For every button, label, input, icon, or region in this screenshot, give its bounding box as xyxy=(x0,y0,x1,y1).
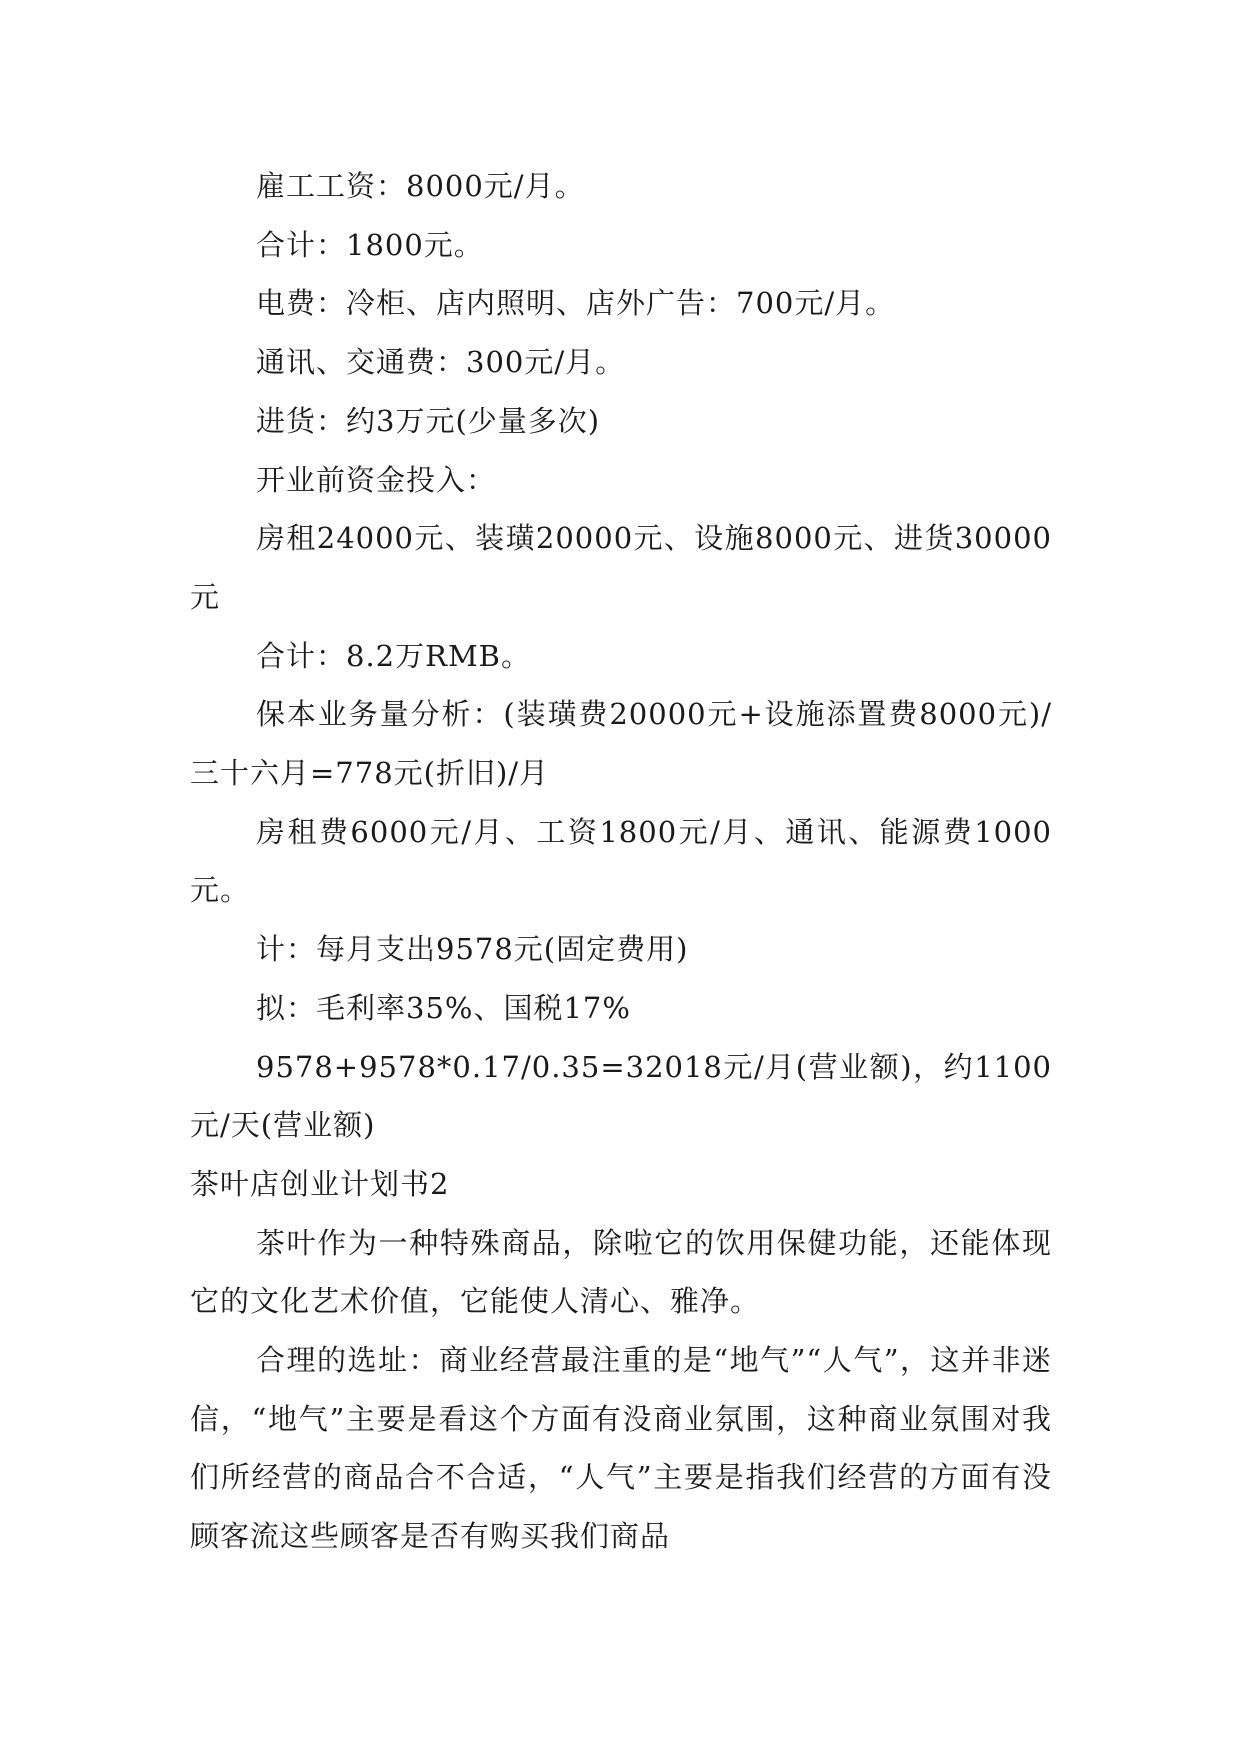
paragraph-monthly-total: 计：每月支出9578元(固定费用) xyxy=(256,932,689,967)
paragraph-site-selection: 合理的选址：商业经营最注重的是“地气”“人气”，这并非迷信，“地气”主要是看这个方面有没商业氛围，这种商业氛围对我们所经营的商品合不合适，“人气”主要是指我们经营的方面有没顾客流这些顾客是否有购买我们商品 xyxy=(190,1343,1052,1554)
paragraph-total-wages: 合计：1800元。 xyxy=(256,227,484,262)
paragraph-startup-items: 房租24000元、装璜20000元、设施8000元、进货30000元 xyxy=(190,521,1052,614)
paragraph-wages: 雇工工资：8000元/月。 xyxy=(256,169,585,203)
paragraph-startup-total: 合计：8.2万RMB。 xyxy=(256,638,531,673)
paragraph-communication: 通讯、交通费：300元/月。 xyxy=(256,345,626,380)
paragraph-revenue-calc: 9578+9578*0.17/0.35=32018元/月(营业额)，约1100元/天(营业额) xyxy=(190,1049,1052,1143)
paragraph-breakeven-analysis: 保本业务量分析：(装璜费20000元+设施添置费8000元)/三十六月=778元(折旧)/月 xyxy=(190,697,1052,791)
paragraph-monthly-costs: 房租费6000元/月、工资1800元/月、通讯、能源费1000元。 xyxy=(190,814,1052,908)
paragraph-electricity: 电费：冷柜、店内照明、店外广告：700元/月。 xyxy=(256,286,896,321)
document-body xyxy=(190,157,1052,1566)
paragraph-tea-intro: 茶叶作为一种特殊商品，除啦它的饮用保健功能，还能体现它的文化艺术价值，它能使人清心、雅净。 xyxy=(190,1225,1052,1319)
paragraph-margin-tax: 拟：毛利率35%、国税17% xyxy=(256,990,631,1025)
paragraph-startup-funding: 开业前资金投入： xyxy=(256,462,497,497)
paragraph-stock: 进货：约3万元(少量多次) xyxy=(256,403,601,438)
section-heading: 茶叶店创业计划书2 xyxy=(190,1166,450,1201)
